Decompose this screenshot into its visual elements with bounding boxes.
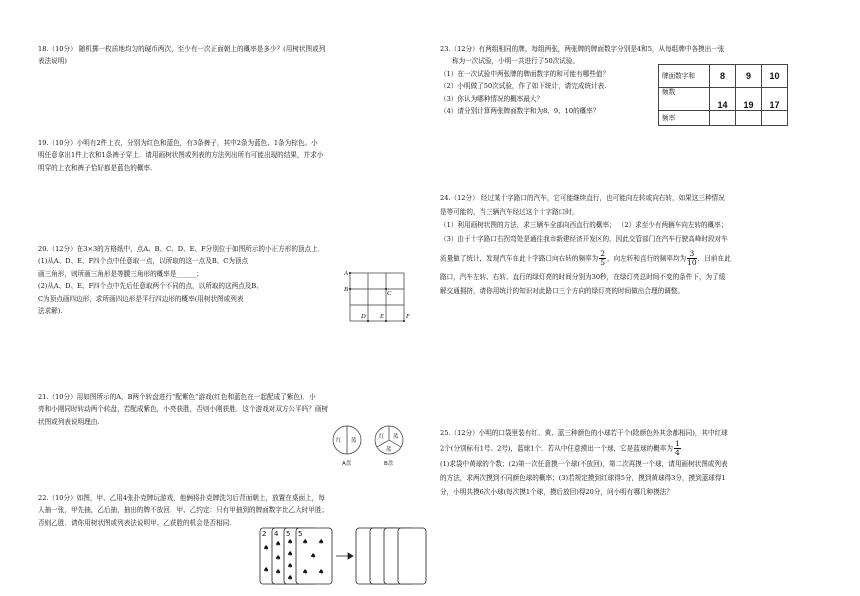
arrow-right-icon: [336, 553, 353, 559]
card-value: 4: [274, 530, 279, 538]
question-25-line: (1)求袋中黄球的个数；(2)第一次任意摸一个球(不放回)，第二次再摸一个球，请用画树状图或列表: [440, 460, 728, 468]
fraction-numerator: 2: [600, 249, 606, 259]
table-row: [659, 65, 788, 88]
question-24-line: 解交通拥挤，请你用统计的知识对此路口三个方向的绿灯亮的时间做出合理的调整。: [440, 286, 684, 295]
spinner-b-sector-red: 红: [379, 434, 385, 440]
spinner-a-sector-blue: 蓝: [351, 438, 357, 444]
table-header-sum: 牌面数字和: [659, 65, 710, 88]
question-18-line: 表法说明): [38, 57, 67, 66]
question-25-line-fraction: [440, 440, 840, 457]
card-value: 5: [298, 530, 303, 538]
question-21: [38, 391, 418, 428]
svg-text:♠: ♠: [263, 544, 270, 552]
question-25: [440, 426, 840, 499]
svg-text:♠: ♠: [287, 538, 294, 546]
question-25-line: 25.（12分）小明的口袋里装有红、黄、蓝三种颜色的小球若干个(除颜色外其余都相同)，其中红球: [440, 429, 728, 437]
fraction-left-straight: [687, 250, 697, 267]
question-22-line: 否则乙胜．请你用树状图或列表法说明甲、乙获胜的机会是否相同.: [38, 518, 232, 527]
playing-cards-figure: [258, 526, 428, 588]
svg-text:♠: ♠: [275, 554, 282, 562]
fraction-denominator: 4: [674, 448, 680, 457]
grid-figure: [344, 266, 414, 328]
table-row: [659, 88, 788, 111]
question-19-line: 19.（10分）小明有2件上衣，分别为红色和蓝色，有3条裤子，其中2条为蓝色、1条为棕色。小: [38, 139, 318, 147]
question-20-line: 法求解).: [38, 307, 63, 316]
svg-text:♠: ♠: [287, 574, 294, 582]
table-header-rate: 频率: [659, 111, 710, 126]
table-cell: 9: [736, 65, 762, 88]
table-cell: 10: [762, 65, 788, 88]
spinner-b-caption: B盘: [384, 461, 394, 467]
table-row: [659, 111, 788, 126]
question-24-line: 是等可能的，当三辆汽车经过这个十字路口时，: [440, 207, 579, 216]
statistics-table: [658, 64, 788, 126]
question-24-line-fractions: [440, 250, 840, 267]
question-19: [38, 137, 410, 174]
spinner-b-sector-blue: 蓝: [393, 434, 399, 440]
face-down-cards: [356, 528, 426, 584]
fraction-right-turn: [599, 250, 606, 267]
spinner-b-sector-blue: 蓝: [386, 447, 392, 453]
fraction-numerator: 1: [674, 439, 680, 448]
question-21-line: 21.（10分）用如图所示的A，B两个转盘进行“配紫色”游戏(红色和蓝色在一起配成了紫色)．小: [38, 393, 316, 401]
spinner-a-sector-red: 红: [336, 438, 342, 444]
svg-text:♠: ♠: [302, 568, 309, 576]
question-24: [440, 192, 840, 299]
question-22-line: 人抽一张，甲先抽，乙后抽，抽出的牌不放回．甲、乙约定：只有甲抽到的牌面数字比乙大时甲胜；: [38, 506, 329, 515]
grid-label-d: D: [361, 313, 366, 320]
card-value: 2: [262, 530, 267, 538]
question-21-line: 状图或列表说明理由.: [38, 417, 100, 426]
question-20-line: (2)从A、D、E、F四个点中先后任意取两个不同的点，以所取的这两点及B、: [38, 282, 263, 291]
question-20-line: 画三角形，则所画三角形是等腰三角形的概率是______；: [38, 269, 203, 278]
table-cell: 14: [710, 88, 736, 111]
question-22: [38, 492, 418, 529]
question-21-line: 亮和小刚同时转动两个转盘，若配成紫色，小亮获胜，否则小刚获胜．这个游戏对双方公平吗？画树: [38, 405, 329, 414]
fraction-denominator: 5: [600, 258, 606, 268]
question-24-text: ．目前在此: [697, 254, 731, 263]
question-20-line: 20.（12分）在3×3的方格纸中，点A、B、C、D、E、F分别位于如图所示的小正方形的顶点上．: [38, 245, 325, 253]
question-23-line: 23.（12分）有两组相同的牌，每组两张，两张牌的牌面数字分别是4和5，从每组牌中各摸出一张: [440, 45, 725, 53]
svg-text:♠: ♠: [275, 568, 282, 576]
grid-label-f: F: [406, 313, 410, 320]
spinner-a: [330, 425, 364, 469]
svg-text:♠: ♠: [310, 552, 317, 560]
table-cell: 8: [710, 65, 736, 88]
question-24-line: （1）利用画树状图的方法，求三辆车全部向西直行的概率； （2）求至少有两辆车向左转的概率；: [440, 221, 728, 230]
spinner-a-caption: A盘: [342, 461, 352, 467]
question-22-line: 22.（10分）如图，甲、乙用4张扑克牌玩游戏，他俩将扑克牌洗匀后背面朝上，放置在桌面上，每: [38, 494, 325, 502]
grid-label-c: C: [387, 290, 392, 297]
svg-text:♠: ♠: [287, 562, 294, 570]
table-cell: 17: [762, 88, 788, 111]
question-25-line: 的方法，求两次摸到不同颜色球的概率；(3)若规定摸到红球得5分，摸到黄球得3分，摸到蓝球得1: [440, 474, 726, 482]
question-24-text: 流量做了统计，发现汽车在此十字路口向右转的频率为: [440, 254, 599, 263]
question-23-line: （2）小明做了50次试验，作了如下统计，请完成统计表.: [440, 82, 607, 91]
svg-text:♠: ♠: [263, 566, 270, 574]
svg-text:♠: ♠: [318, 538, 325, 546]
question-18: [38, 43, 410, 68]
svg-text:♠: ♠: [302, 538, 309, 546]
question-23-line: （3）你认为哪种情况的概率最大？: [440, 94, 544, 103]
question-24-line: 路口，汽车左转、右转、直行的绿灯亮的时间分别为30秒，在绿灯亮总时间不变的条件下，为了缓: [440, 273, 726, 282]
question-23-line: （4）请分别计算两张牌面数字和为8、9、10的概率？: [440, 107, 600, 116]
question-19-line: 明任意拿出1件上衣和1条裤子穿上．请用画树状图或列表的方法列出所有可能出现的结果，并求小: [38, 151, 324, 160]
question-25-text: 2个(分别标有1号、2号)，蓝球1个．若从中任意摸出一个球，它是蓝球的概率为: [440, 444, 673, 453]
fraction-numerator: 3: [687, 250, 697, 259]
table-header-frequency: 频数: [659, 88, 710, 111]
table-cell-empty: [710, 111, 736, 126]
table-cell: 19: [736, 88, 762, 111]
svg-text:♠: ♠: [275, 540, 282, 548]
fraction-denominator: 10: [687, 258, 697, 268]
question-23-line: 称为一次试验，小明一共进行了50次试验。: [452, 57, 580, 66]
spinner-b: [372, 425, 406, 469]
fraction-blue-probability: [674, 440, 681, 457]
question-24-line: （3）由于十字路口右拐弯处是通往我市新建经济开发区的，因此交管部门在汽车行驶高峰时段对车: [440, 234, 728, 243]
question-23-line: （1）在一次试验中两张牌的牌面数字的和可能有哪些值？: [440, 69, 610, 78]
question-25-line: 分，小明共摸6次小球(每次摸1个球，摸后放回)得20分，问小明有哪几种摸法？: [440, 488, 673, 496]
table-cell-empty: [736, 111, 762, 126]
card-value: 5: [286, 530, 291, 538]
grid-label-a: A: [344, 270, 348, 277]
question-20-line: (1)从A、D、E、F四个点中任意取一点，以所取的这一点及B、C为顶点: [38, 257, 249, 266]
svg-text:♠: ♠: [287, 550, 294, 558]
grid-label-e: E: [380, 313, 384, 320]
question-24-text: ，向左转和直行的频率均为: [607, 254, 687, 263]
question-18-line: 18.（10分） 随机掷一枚质地均匀的硬币两次，至少有一次正面朝上的概率是多少？(用树状图或列: [38, 45, 326, 53]
question-20-line: C为顶点画四边形，求所画四边形是平行四边形的概率(用树状图或列表: [38, 294, 244, 303]
question-24-line: 24.（12分） 经过某十字路口的汽车，它可能继续直行，也可能向左转或向右转，如果这三种情况: [440, 194, 725, 202]
table-cell-empty: [762, 111, 788, 126]
grid-label-b: B: [344, 286, 348, 293]
svg-text:♠: ♠: [318, 568, 325, 576]
question-19-line: 明穿的上衣和裤子恰好都是蓝色的概率.: [38, 163, 153, 172]
